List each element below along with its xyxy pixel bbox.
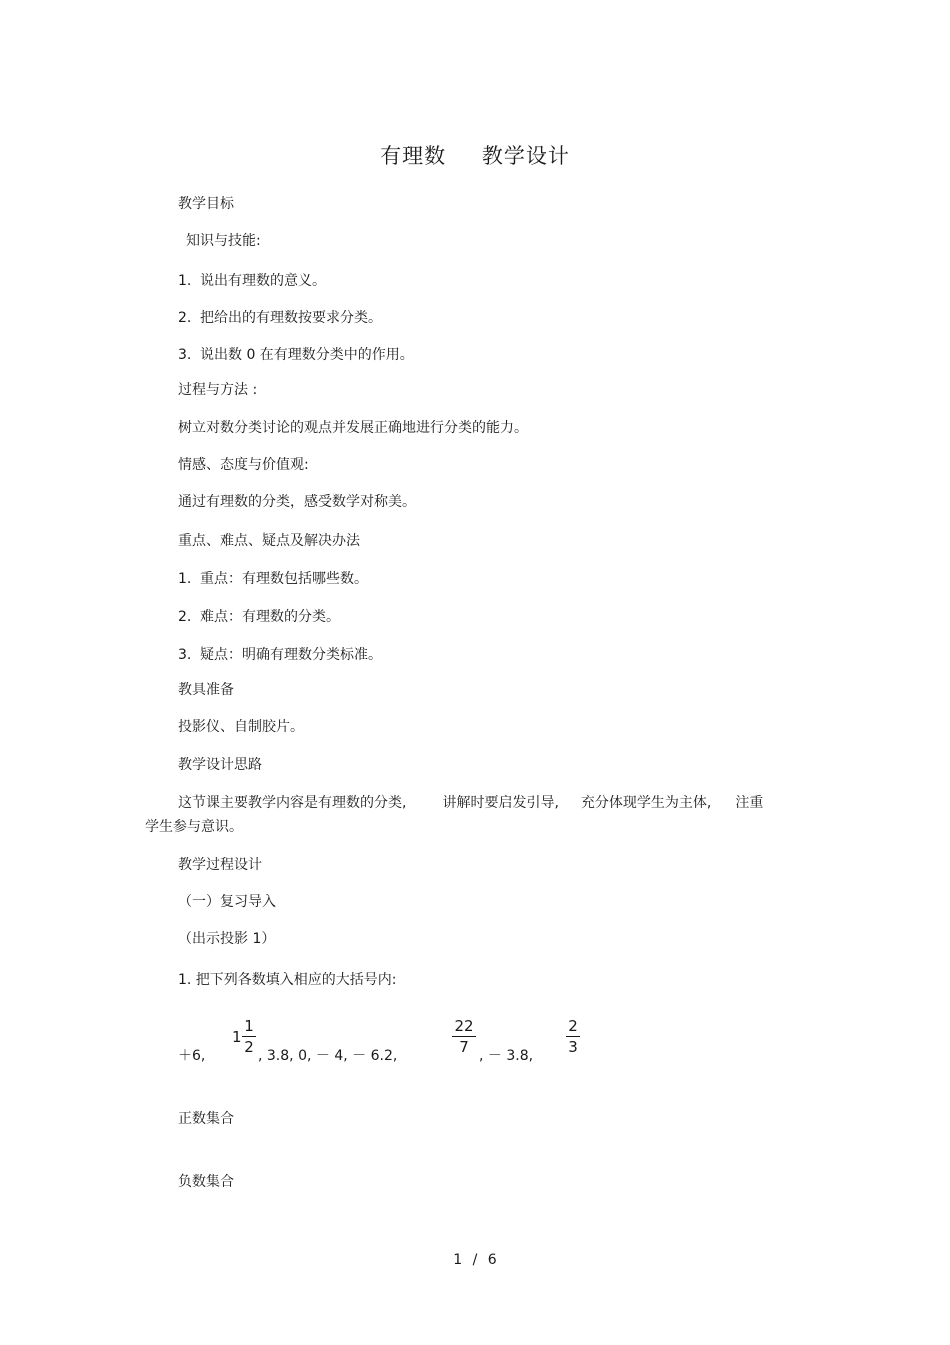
knowledge-item xyxy=(178,308,382,328)
idea-first-line xyxy=(145,791,805,815)
item-number: 2. xyxy=(178,609,192,625)
key-item xyxy=(178,569,368,589)
fraction-denominator: 2 xyxy=(244,1038,254,1056)
page-number: 1 / 6 xyxy=(453,1252,497,1268)
item-number: 3. xyxy=(178,647,192,663)
objectives-heading: 教学目标 xyxy=(178,196,234,212)
process-heading: 过程与方法 : xyxy=(178,382,258,398)
fraction-bar xyxy=(566,1036,580,1037)
item-number: 1. xyxy=(178,571,192,587)
item-number: 1. xyxy=(178,273,192,289)
idea-segment: 注重 xyxy=(735,795,764,811)
page-title: 有理数 教学设计 xyxy=(380,144,570,168)
mixed-number-fraction xyxy=(242,1017,256,1056)
idea-segment: 讲解时要启发引导, xyxy=(442,795,559,811)
item-text: 说出数 0 在有理数分类中的作用。 xyxy=(200,347,414,363)
idea-heading: 教学设计思路 xyxy=(178,757,262,773)
item-number: 2. xyxy=(178,310,192,326)
process-text: 树立对数分类讨论的观点并发展正确地进行分类的能力。 xyxy=(178,420,528,436)
number-sequence: , 3.8, 0, － 4, － 6.2, xyxy=(258,1048,398,1064)
key-item xyxy=(178,645,382,665)
number-sequence: , － 3.8, xyxy=(479,1048,534,1064)
design-heading: 教学过程设计 xyxy=(178,857,262,873)
fraction-numerator: 1 xyxy=(244,1017,254,1035)
knowledge-item xyxy=(178,271,326,291)
knowledge-heading: 知识与技能: xyxy=(186,233,261,249)
item-text: 把给出的有理数按要求分类。 xyxy=(200,310,382,326)
tools-text: 投影仪、自制胶片。 xyxy=(178,719,304,735)
tools-heading: 教具准备 xyxy=(178,682,234,698)
fraction-numerator: 22 xyxy=(454,1017,474,1035)
idea-segment: 这节课主要教学内容是有理数的分类, xyxy=(178,795,407,811)
emotion-text: 通过有理数的分类，感受数学对称美。 xyxy=(178,494,416,510)
idea-paragraph xyxy=(145,791,805,839)
number-plus-six: ＋6, xyxy=(178,1048,206,1064)
fraction-denominator: 7 xyxy=(459,1038,469,1056)
idea-segment: 充分体现学生为主体, xyxy=(580,795,712,811)
item-text: 疑点：明确有理数分类标准。 xyxy=(200,647,382,663)
fraction-numerator: 2 xyxy=(568,1017,578,1035)
positive-set-label: 正数集合 xyxy=(178,1111,234,1127)
key-heading: 重点、难点、疑点及解决办法 xyxy=(178,533,360,549)
review-heading: （一）复习导入 xyxy=(178,894,276,910)
fraction-denominator: 3 xyxy=(568,1038,578,1056)
item-text: 说出有理数的意义。 xyxy=(200,273,326,289)
item-text: 重点：有理数包括哪些数。 xyxy=(200,571,368,587)
knowledge-item xyxy=(178,345,414,365)
exercise-text: 1. 把下列各数填入相应的大括号内: xyxy=(178,972,397,988)
item-text: 难点：有理数的分类。 xyxy=(200,609,340,625)
key-item xyxy=(178,607,340,627)
idea-segment: 学生参与意识。 xyxy=(145,819,243,835)
fraction-bar xyxy=(242,1036,256,1037)
projection-text: （出示投影 1） xyxy=(178,931,276,947)
negative-set-label: 负数集合 xyxy=(178,1174,234,1190)
fraction-2-3 xyxy=(566,1017,580,1056)
fraction-22-7 xyxy=(452,1017,476,1056)
mixed-number-whole: 1 xyxy=(232,1028,242,1046)
fraction-bar xyxy=(452,1036,476,1037)
emotion-heading: 情感、态度与价值观: xyxy=(178,457,309,473)
item-number: 3. xyxy=(178,347,192,363)
